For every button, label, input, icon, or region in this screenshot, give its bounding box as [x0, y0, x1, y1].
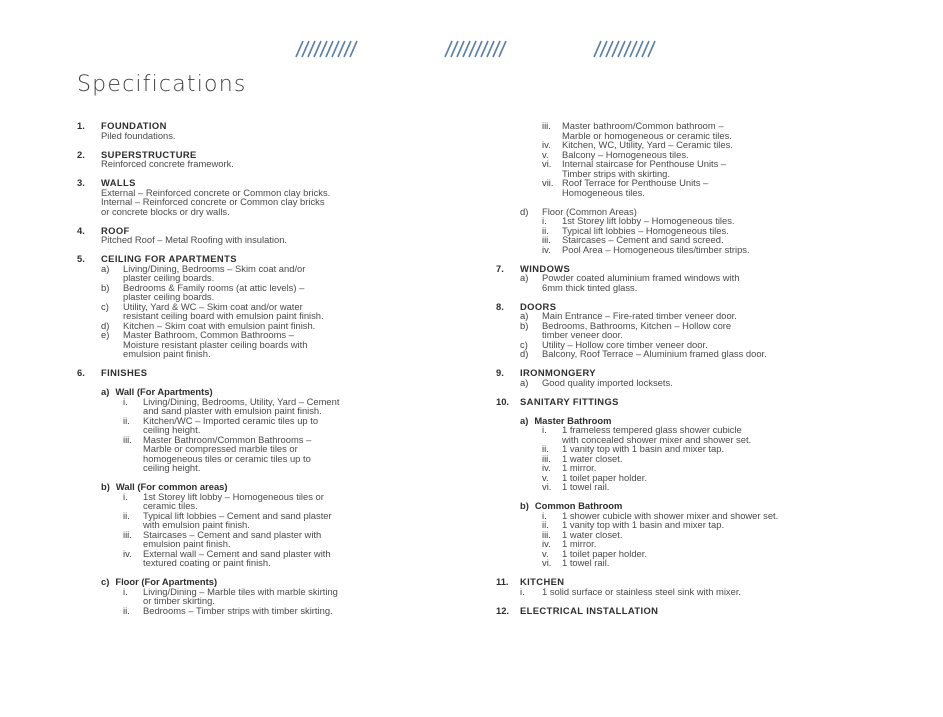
text-line: Bedrooms & Family rooms (at attic levels) –: [123, 281, 305, 293]
text-line: 1st Storey lift lobby – Homogeneous tiles.: [562, 215, 735, 226]
section-number: 7.: [496, 262, 504, 274]
list-marker: d): [520, 348, 529, 359]
list-item: [542, 482, 876, 492]
list-item: [542, 558, 876, 568]
section-heading: FOUNDATION: [101, 120, 167, 131]
text-line: Powder coated aluminium framed windows with: [542, 272, 740, 283]
text-line: 1st Storey lift lobby – Homogeneous tiles or: [143, 490, 324, 502]
text-line: Master bathroom/Common bathroom –: [562, 120, 724, 131]
text-line: 1 mirror.: [562, 462, 597, 473]
spec-section: [496, 397, 876, 568]
list-item: [123, 397, 447, 416]
subsection-marker: b): [101, 481, 110, 492]
section-number: 8.: [496, 300, 504, 312]
text-line: Marble or homogeneous or ceramic tiles.: [562, 129, 732, 141]
text-line: 1 shower cubicle with shower mixer and shower set.: [562, 509, 779, 521]
list-item-text: [143, 606, 447, 616]
subsection-title: Common Bathroom: [534, 500, 623, 511]
text-line: Bedrooms, Bathrooms, Kitchen – Hollow core: [542, 319, 732, 331]
text-line: ceiling height.: [143, 462, 201, 473]
right-column: [496, 121, 876, 625]
text-line: Balcony – Homogeneous tiles.: [562, 148, 689, 160]
list-marker: a): [520, 310, 529, 321]
text-line: External wall – Cement and sand plaster with: [143, 547, 331, 559]
section-heading: WINDOWS: [520, 262, 571, 274]
page-title: Specifications: [77, 72, 247, 97]
list-marker: b): [101, 281, 110, 293]
text-line: 1 towel rail.: [562, 557, 610, 568]
list-marker: e): [101, 329, 110, 340]
list-item-text: [562, 159, 876, 178]
decorative-hatch-left: [294, 40, 360, 58]
subsection-items: [101, 587, 447, 616]
list-item: [123, 530, 447, 549]
list-item-text: [123, 302, 447, 321]
section-number: 3.: [77, 177, 85, 188]
text-line: emulsion paint finish.: [123, 348, 211, 359]
spec-section: [496, 264, 876, 293]
text-line: Living/Dining, Bedrooms, Utility, Yard – Cement: [143, 395, 340, 407]
spec-section: [77, 178, 447, 216]
subsection-items: [520, 511, 876, 568]
text-line: 1 mirror.: [562, 538, 597, 549]
text-line: Piled foundations.: [101, 129, 176, 141]
text-line: Typical lift lobbies – Homogeneous tiles.: [562, 224, 729, 236]
list-item-text: Floor (Common Areas): [542, 205, 637, 217]
text-line: Living/Dining, Bedrooms – Skim coat and/or: [123, 262, 306, 274]
left-column: [77, 121, 447, 625]
subsection-title: Master Bathroom: [534, 414, 612, 426]
list-item-text: [562, 530, 876, 540]
common-floor-items: [520, 216, 876, 254]
list-marker: vi.: [542, 158, 552, 169]
text-line: Master Bathroom, Common Bathrooms –: [123, 329, 294, 340]
list-marker: ii.: [123, 604, 130, 616]
list-item-text: [143, 416, 447, 435]
section-heading: KITCHEN: [520, 576, 565, 587]
text-line: ceiling height.: [143, 424, 201, 435]
text-line: and sand plaster with emulsion paint finish.: [143, 405, 322, 416]
list-item: [123, 549, 447, 568]
list-marker: i.: [123, 490, 128, 502]
list-item: [123, 416, 447, 435]
text-line: emulsion paint finish.: [143, 538, 231, 549]
list-marker: iv.: [542, 139, 551, 150]
spec-section: [77, 150, 447, 169]
text-line: Pitched Roof – Metal Roofing with insulation.: [101, 234, 288, 245]
text-line: Main Entrance – Fire-rated timber veneer door.: [542, 310, 737, 321]
list-marker: ii.: [542, 443, 549, 454]
text-line: with emulsion paint finish.: [143, 519, 250, 530]
section-number: 11.: [496, 576, 509, 587]
list-item-text: [562, 549, 876, 559]
text-line: Moisture resistant plaster ceiling boards with: [123, 338, 308, 350]
text-line: 1 frameless tempered glass shower cubicle: [562, 424, 742, 435]
subsection-marker: b): [520, 500, 529, 511]
list-item-text: [143, 587, 447, 606]
list-item-text: [143, 549, 447, 568]
subsection: [101, 482, 447, 568]
list-item-text: [542, 349, 876, 359]
spec-section: [496, 368, 876, 387]
list-marker: i.: [542, 215, 547, 226]
list-item: [520, 349, 876, 359]
text-line: Utility – Hollow core timber veneer door.: [542, 338, 708, 350]
text-line: Pool Area – Homogeneous tiles/timber strips.: [562, 243, 750, 255]
list-marker: vii.: [542, 177, 554, 188]
section-text: [101, 235, 447, 245]
spec-section: [77, 254, 447, 359]
text-line: with concealed shower mixer and shower set.: [562, 433, 752, 445]
text-line: Kitchen/WC – Imported ceramic tiles up to: [143, 414, 319, 426]
subsection-marker: a): [520, 414, 529, 426]
section-number: 2.: [77, 148, 85, 160]
list-item-text: [562, 178, 876, 197]
list-item-text: [542, 587, 876, 597]
list-item: [123, 435, 447, 473]
continued-items: [520, 121, 876, 197]
section-heading: SUPERSTRUCTURE: [101, 148, 197, 160]
list-item-text: [123, 283, 447, 302]
text-line: plaster ceiling boards.: [123, 272, 215, 283]
text-line: Internal staircase for Penthouse Units –: [562, 158, 727, 169]
subsection-items: [101, 492, 447, 568]
list-marker: v.: [542, 547, 549, 559]
subsection-items: [101, 397, 447, 473]
list-marker: iv.: [542, 462, 551, 473]
subsection-marker: c): [101, 576, 110, 587]
spec-section: [496, 577, 876, 596]
subsection-items: [520, 425, 876, 492]
text-line: homogeneous tiles or ceramic tiles up to: [143, 452, 311, 464]
text-line: 1 vanity top with 1 basin and mixer tap.: [562, 443, 725, 454]
list-item-text: [562, 473, 876, 483]
section-number: 6.: [77, 367, 85, 378]
list-item: [542, 245, 876, 255]
list-item-text: [143, 530, 447, 549]
list-item: [542, 159, 876, 178]
list-marker: iv.: [123, 547, 132, 559]
subsection: [520, 501, 876, 568]
text-line: Reinforced concrete framework.: [101, 158, 234, 169]
list-item: [101, 330, 447, 359]
text-line: Living/Dining – Marble tiles with marble skirting: [143, 585, 338, 597]
text-line: timber veneer door.: [542, 329, 623, 340]
list-item-text: [562, 245, 876, 255]
subsection-marker: a): [101, 386, 110, 397]
text-line: Balcony, Roof Terrace – Aluminium framed glass door.: [542, 348, 767, 359]
text-line: 1 water closet.: [562, 528, 623, 540]
text-line: Staircases – Cement and sand screed.: [562, 234, 724, 245]
spec-section: [77, 121, 447, 140]
list-item-text: [562, 425, 876, 444]
list-item: [101, 283, 447, 302]
text-line: External – Reinforced concrete or Common clay bricks.: [101, 186, 331, 198]
section-number: 5.: [77, 253, 85, 264]
list-marker: a): [520, 272, 529, 283]
list-item: [520, 321, 876, 340]
text-line: Roof Terrace for Penthouse Units –: [562, 177, 709, 188]
list-marker: ii.: [123, 414, 130, 426]
text-line: 6mm thick tinted glass.: [542, 281, 638, 293]
list-item-text: [542, 321, 876, 340]
section-heading: ROOF: [101, 224, 130, 236]
list-marker: a): [520, 376, 529, 388]
list-item-text: [143, 511, 447, 530]
decorative-hatch-right: [592, 40, 658, 58]
list-marker: iii.: [542, 528, 551, 540]
text-line: Good quality imported locksets.: [542, 376, 673, 388]
list-marker: v.: [542, 471, 549, 483]
decorative-hatch-center: [443, 40, 509, 58]
list-marker: iii.: [542, 234, 551, 245]
text-line: 1 solid surface or stainless steel sink with mixer.: [542, 585, 742, 597]
text-line: Typical lift lobbies – Cement and sand plaster: [143, 509, 332, 521]
list-item-text: [542, 273, 876, 292]
list-item: [123, 606, 447, 616]
list-item: [520, 587, 876, 597]
list-item: [542, 178, 876, 197]
finishes-continued: [496, 121, 876, 254]
list-marker: c): [101, 300, 109, 312]
section-number: 10.: [496, 395, 510, 407]
list-item-text: [143, 397, 447, 416]
list-item-text: [562, 454, 876, 464]
list-marker: iii.: [542, 120, 551, 131]
list-marker: i.: [123, 585, 128, 597]
text-line: Internal – Reinforced concrete or Common clay bricks: [101, 196, 325, 207]
list-marker: i.: [542, 424, 547, 435]
list-marker: i.: [520, 585, 525, 597]
list-marker: d): [101, 319, 110, 331]
list-item-text: [143, 492, 447, 511]
list-item: [123, 511, 447, 530]
list-item: [542, 121, 876, 140]
section-number: 9.: [496, 367, 504, 378]
text-line: 1 water closet.: [562, 452, 623, 464]
list-item: [123, 492, 447, 511]
text-line: 1 toilet paper holder.: [562, 471, 647, 483]
text-line: textured coating or paint finish.: [143, 557, 271, 568]
section-heading: FINISHES: [101, 367, 148, 378]
text-line: 1 toilet paper holder.: [562, 547, 647, 559]
subsection: [101, 387, 447, 473]
section-heading: WALLS: [101, 177, 136, 188]
list-marker: ii.: [123, 509, 130, 521]
section-heading: DOORS: [520, 300, 557, 312]
list-marker: iv.: [542, 243, 551, 255]
list-item: [101, 302, 447, 321]
subsection-title: Wall (For Apartments): [115, 386, 213, 397]
list-marker: ii.: [542, 519, 549, 530]
list-marker: v.: [542, 148, 549, 160]
list-item-text: [562, 482, 876, 492]
list-item: [123, 587, 447, 606]
list-marker: iii.: [123, 528, 132, 540]
text-line: or concrete blocks or dry walls.: [101, 205, 230, 217]
text-line: Marble or compressed marble tiles or: [143, 443, 298, 454]
section-number: 1.: [77, 120, 85, 131]
text-line: 1 vanity top with 1 basin and mixer tap.: [562, 519, 725, 530]
subsection-title: Wall (For common areas): [115, 481, 228, 492]
subsection: [520, 416, 876, 492]
list-item: [542, 425, 876, 444]
list-marker: a): [101, 262, 110, 274]
section-number: 12.: [496, 604, 510, 616]
section-heading: SANITARY FITTINGS: [520, 395, 619, 407]
list-marker: iv.: [542, 538, 551, 549]
list-item-text: [562, 558, 876, 568]
list-marker: vi.: [542, 481, 552, 492]
list-item: [520, 378, 876, 388]
subsection-title: Floor (For Apartments): [115, 576, 218, 587]
list-marker: iii.: [542, 452, 551, 464]
text-line: Kitchen – Skim coat with emulsion paint finish.: [123, 319, 316, 331]
section-text: [101, 159, 447, 169]
section-text: [101, 188, 447, 217]
section-text: [101, 131, 447, 141]
text-line: or timber skirting.: [143, 595, 215, 606]
spec-section: [496, 302, 876, 359]
list-item-text: [542, 378, 876, 388]
subsection: [101, 577, 447, 615]
list-marker: iii.: [123, 433, 132, 445]
text-line: Homogeneous tiles.: [562, 186, 645, 198]
list-marker: c): [520, 338, 528, 350]
list-marker: i.: [542, 509, 547, 521]
list-item-text: [123, 330, 447, 359]
text-line: ceramic tiles.: [143, 500, 198, 511]
list-item: [101, 264, 447, 283]
list-item-text: [143, 435, 447, 473]
list-marker: b): [520, 319, 529, 331]
list-item: [520, 273, 876, 292]
text-line: Utility, Yard & WC – Skim coat and/or water: [123, 300, 303, 312]
text-line: Staircases – Cement and sand plaster with: [143, 528, 322, 540]
list-marker: vi.: [542, 557, 552, 568]
section-heading: ELECTRICAL INSTALLATION: [520, 604, 659, 616]
list-item-text: [123, 264, 447, 283]
spec-section: [77, 368, 447, 615]
section-heading: CEILING FOR APARTMENTS: [101, 253, 237, 264]
list-item-text: [562, 121, 876, 140]
text-line: resistant ceiling board with emulsion paint finish.: [123, 310, 324, 321]
text-line: plaster ceiling boards.: [123, 291, 215, 302]
text-line: Bedrooms – Timber strips with timber skirting.: [143, 604, 333, 616]
text-line: Timber strips with skirting.: [562, 167, 671, 179]
list-marker: d): [520, 205, 529, 217]
text-line: Master Bathroom/Common Bathrooms –: [143, 433, 312, 445]
spec-section: [77, 226, 447, 245]
list-marker: i.: [123, 395, 128, 407]
list-marker: ii.: [542, 224, 549, 236]
text-line: Kitchen, WC, Utility, Yard – Ceramic tiles.: [562, 139, 733, 150]
section-number: 4.: [77, 224, 85, 236]
text-line: 1 towel rail.: [562, 481, 610, 492]
section-heading: IRONMONGERY: [520, 367, 596, 378]
spec-section: [496, 606, 876, 616]
